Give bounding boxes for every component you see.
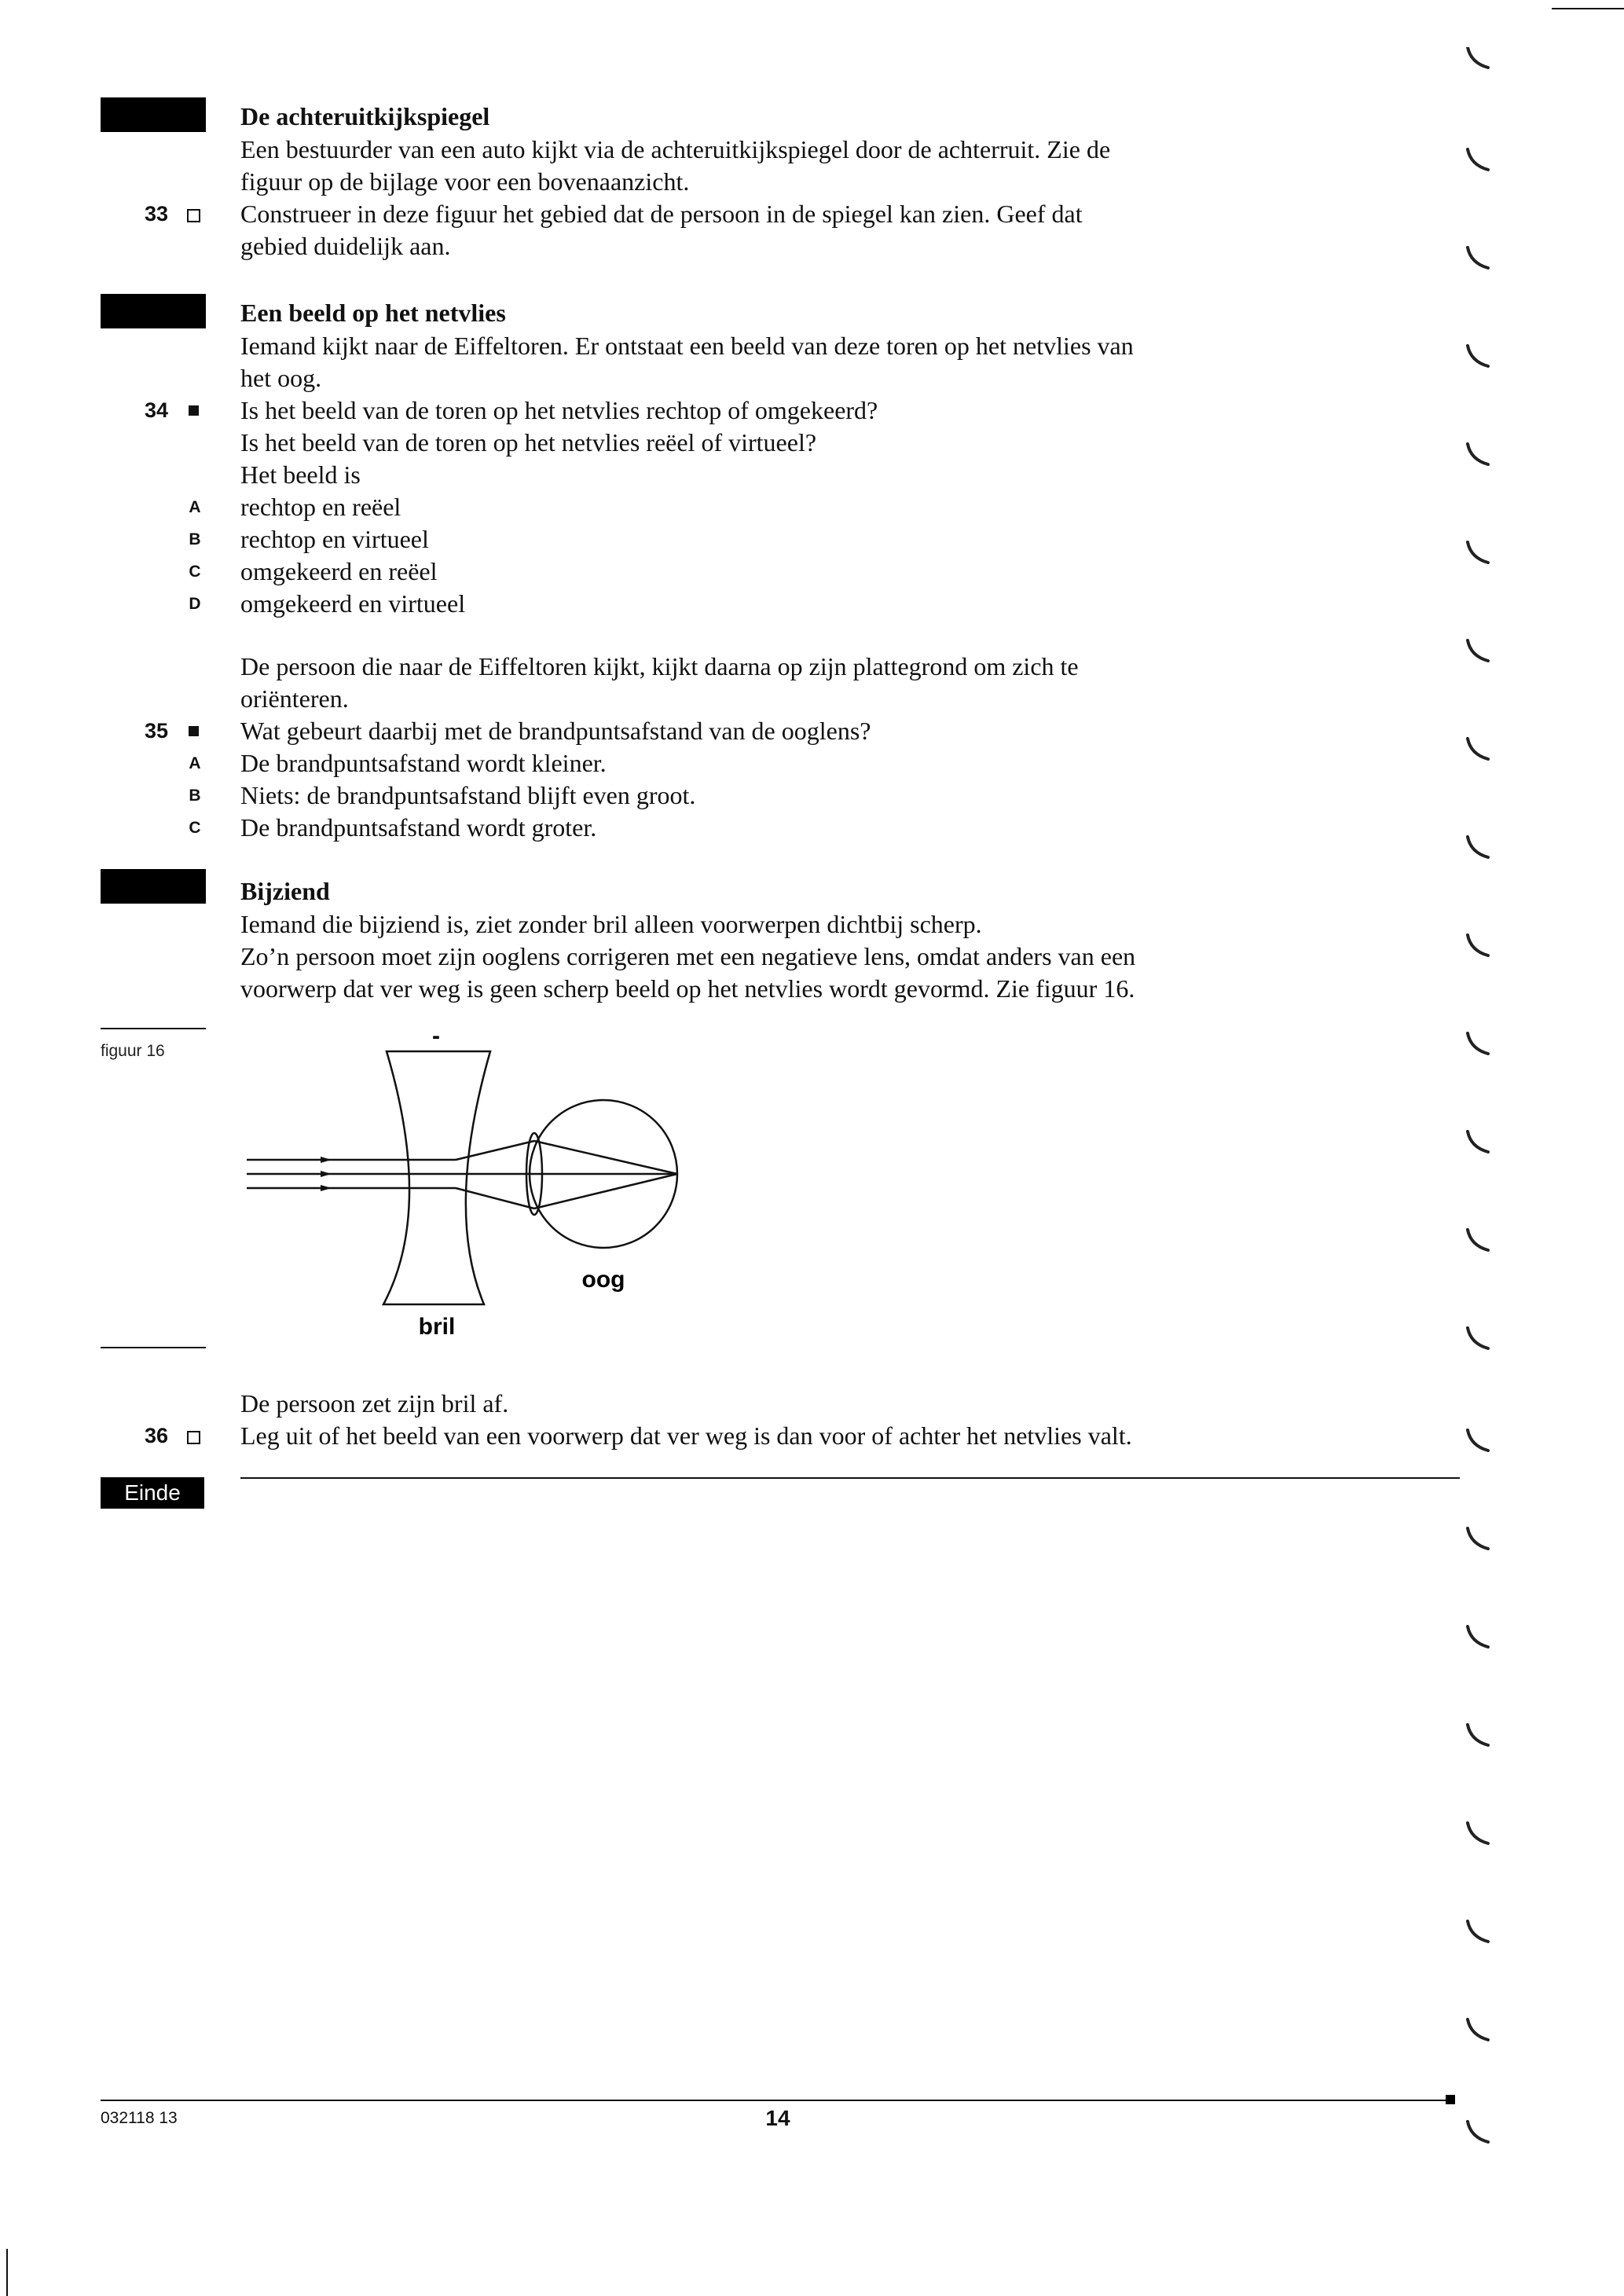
question-line: Construeer in deze figuur het gebied dat de persoon in de spiegel kan zien. Geef dat [240, 200, 1083, 228]
intro-line: het oog. [240, 364, 322, 392]
question-number: 36 [145, 1424, 169, 1447]
section-marker-1 [101, 97, 206, 132]
option-text: omgekeerd en reëel [240, 557, 438, 585]
question-line: gebied duidelijk aan. [240, 232, 451, 260]
intro-line: Iemand kijkt naar de Eiffeltoren. Er ontstaat een beeld van deze toren op het netvlies van [240, 332, 1134, 360]
option-letter: C [189, 563, 201, 581]
question-line: Is het beeld van de toren op het netvlies reëel of virtueel? [240, 428, 817, 457]
question-number: 35 [145, 719, 169, 743]
open-question-icon [187, 209, 200, 222]
question-line: Wat gebeurt daarbij met de brandpuntsafstand van de ooglens? [240, 717, 871, 745]
option-text: rechtop en virtueel [240, 525, 429, 553]
section-heading: Een beeld op het netvlies [240, 299, 506, 327]
minus-sign: - [432, 1023, 440, 1049]
glasses-label: bril [418, 1314, 456, 1340]
question-number: 33 [145, 202, 169, 226]
intro-line: Een bestuurder van een auto kijkt via de achteruitkijkspiegel door de achterruit. Zie de [240, 135, 1111, 163]
question-line: Het beeld is [240, 460, 361, 489]
option-letter: B [189, 787, 201, 805]
intro-line: Zo’n persoon moet zijn ooglens corrigeren met een negatieve lens, omdat anders van een [240, 942, 1136, 970]
option-text: omgekeerd en virtueel [240, 589, 466, 618]
after-line: De persoon zet zijn bril af. [240, 1389, 509, 1418]
question-line: Leg uit of het beeld van een voorwerp dat ver weg is dan voor of achter het netvlies valt. [240, 1421, 1132, 1450]
eye-label: oog [581, 1267, 625, 1293]
option-text: De brandpuntsafstand wordt kleiner. [240, 749, 607, 777]
intro-line: figuur op de bijlage voor een bovenaanzicht. [240, 167, 690, 196]
option-text: rechtop en reëel [240, 493, 401, 521]
option-text: De brandpuntsafstand wordt groter. [240, 813, 597, 842]
option-letter: C [189, 819, 201, 837]
section-marker-3 [101, 869, 206, 904]
option-text: Niets: de brandpuntsafstand blijft even groot. [240, 781, 696, 809]
option-letter: A [189, 498, 201, 516]
intro-line: Iemand die bijziend is, ziet zonder bril alleen voorwerpen dichtbij scherp. [240, 910, 982, 938]
figure-top-rule [101, 1028, 206, 1029]
section-marker-2 [101, 294, 206, 328]
figure-label: figuur 16 [101, 1042, 165, 1060]
intro-line: De persoon die naar de Eiffeltoren kijkt, kijkt daarna op zijn plattegrond om zich te [240, 652, 1079, 680]
question-line: Is het beeld van de toren op het netvlies rechtop of omgekeerd? [240, 396, 878, 424]
exam-code: 032118 13 [101, 2109, 178, 2127]
section-heading: Bijziend [240, 877, 330, 905]
concave-lens [383, 1051, 490, 1304]
open-question-icon [187, 1431, 200, 1444]
intro-line: voorwerp dat ver weg is geen scherp beeld op het netvlies wordt gevormd. Zie figuur 16. [240, 974, 1135, 1003]
end-rule [240, 1477, 1460, 1479]
figure-bottom-rule [101, 1347, 206, 1348]
option-letter: D [189, 595, 201, 613]
multiple-choice-icon [189, 405, 199, 416]
question-number: 34 [145, 398, 169, 422]
end-badge: Einde [101, 1477, 204, 1509]
section-heading: De achteruitkijkspiegel [240, 102, 490, 130]
option-letter: A [189, 754, 201, 772]
multiple-choice-icon [189, 726, 199, 736]
myopia-diagram [236, 1021, 707, 1352]
corner-mark [1552, 8, 1624, 9]
left-edge-mark [6, 2249, 8, 2296]
binding-marks [1454, 47, 1516, 2184]
page-number: 14 [765, 2106, 790, 2130]
intro-line: oriënteren. [240, 684, 349, 713]
footer-rule [101, 2100, 1450, 2101]
option-letter: B [189, 530, 201, 548]
